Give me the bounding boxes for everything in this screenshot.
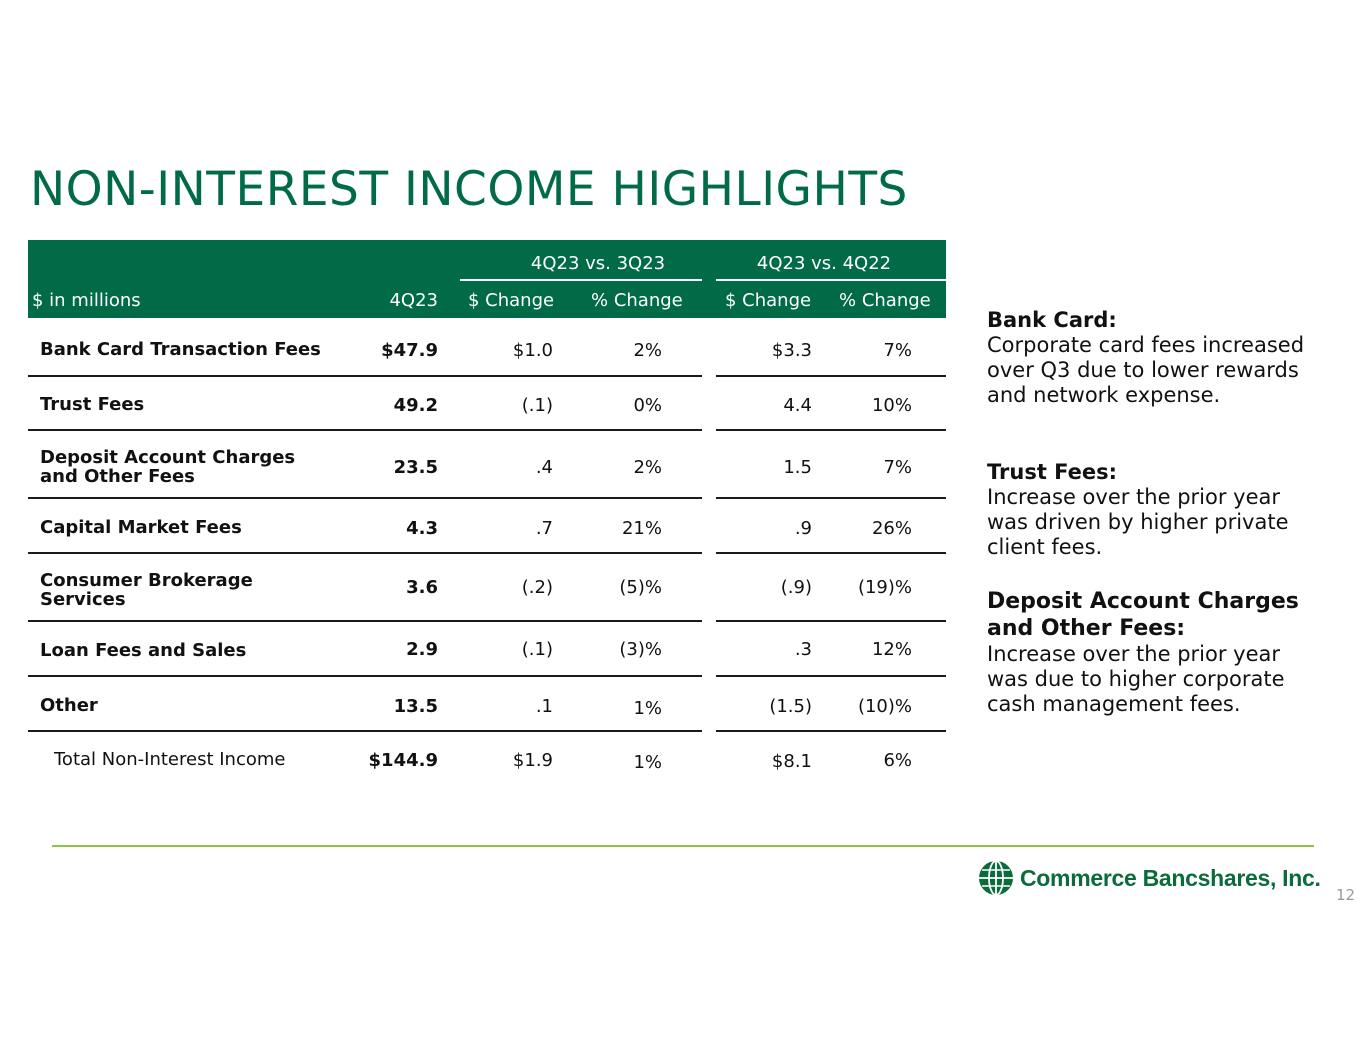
row-divider [28,375,702,377]
group-header-3q23: 4Q23 vs. 3Q23 [530,253,666,274]
row-value-pchg1: (5)% [619,577,662,598]
row-label-trust-fees: Trust Fees [40,394,145,415]
row-value-pchg1: 1% [633,698,662,719]
note-bank-card [987,308,1317,408]
row-value-pchg1: 2% [633,457,662,478]
col-header-dollar-change-1: $ Change [468,290,555,311]
row-divider [28,497,702,499]
row-label-total: Total Non-Interest Income [54,749,286,770]
row-value-pchg1: (3)% [619,639,662,660]
row-divider [28,675,702,677]
company-name: Commerce Bancshares, Inc. [1020,864,1321,891]
row-label-consumer-brokerage [40,571,253,609]
table-header [28,240,946,318]
row-divider [716,429,946,431]
row-value-4q23: 3.6 [406,577,438,598]
row-value-dchg1: $1.9 [512,750,553,771]
group-underline-1 [460,279,702,281]
row-value-4q23: $47.9 [381,340,438,361]
row-label-deposit-account [40,448,295,486]
row-value-pchg1: 2% [633,340,662,361]
note-body: Corporate card fees increased over Q3 due to lower rewards and network expense. [987,333,1305,407]
row-divider [716,552,946,554]
row-value-dchg1: (.2) [521,577,553,598]
col-header-dollar-change-2: $ Change [725,290,812,311]
row-value-4q23: $144.9 [368,750,438,771]
group-underline-2 [716,279,946,281]
company-logo [978,860,1321,896]
row-label-line-2: and Other Fees [40,466,195,487]
row-divider [716,730,946,732]
row-divider [716,620,946,622]
col-header-4q23: 4Q23 [389,290,438,311]
row-divider [28,552,702,554]
row-divider [28,620,702,622]
note-deposit-account [987,588,1317,717]
row-value-dchg2: (1.5) [769,696,812,717]
col-header-pct-change-2: % Change [839,290,931,311]
row-divider [28,730,702,732]
note-heading: Deposit Account Charges and Other Fees: [987,589,1299,641]
row-value-pchg2: 12% [871,639,912,660]
note-body: Increase over the prior year was due to higher corporate cash management fees. [987,642,1285,716]
row-value-dchg2: (.9) [780,577,812,598]
row-value-pchg2: (19)% [857,577,912,598]
row-value-dchg1: (.1) [521,639,553,660]
group-header-4q22: 4Q23 vs. 4Q22 [756,253,892,274]
row-label-line-1: Deposit Account Charges [40,447,296,468]
row-value-dchg2: .3 [794,639,812,660]
row-value-dchg2: 4.4 [783,395,812,416]
col-header-label: $ in millions [32,290,141,311]
col-header-pct-change-1: % Change [591,290,683,311]
row-label-line-1: Consumer Brokerage [40,570,253,591]
note-heading: Trust Fees: [987,460,1118,484]
row-value-dchg2: $3.3 [771,340,812,361]
globe-icon [978,860,1014,896]
row-value-4q23: 49.2 [393,395,438,416]
row-value-pchg2: (10)% [857,696,912,717]
row-value-pchg2: 10% [871,395,912,416]
row-value-dchg1: .7 [535,518,553,539]
row-value-dchg2: .9 [794,518,812,539]
row-value-pchg2: 26% [871,518,912,539]
row-value-4q23: 13.5 [393,696,438,717]
row-divider [716,675,946,677]
row-value-dchg2: 1.5 [783,457,812,478]
row-value-dchg1: .1 [535,696,553,717]
page-number: 12 [1336,886,1356,904]
row-value-4q23: 23.5 [393,457,438,478]
row-divider [28,429,702,431]
row-value-pchg1: 0% [633,395,662,416]
note-body: Increase over the prior year was driven by higher private client fees. [987,485,1289,559]
row-value-dchg1: (.1) [521,395,553,416]
row-value-4q23: 4.3 [406,518,438,539]
row-value-pchg2: 7% [883,457,912,478]
note-heading: Bank Card: [987,308,1117,332]
row-value-dchg1: $1.0 [512,340,553,361]
row-value-pchg2: 6% [883,750,912,771]
row-value-pchg2: 7% [883,340,912,361]
footer-rule [52,845,1314,847]
row-label-capital-market: Capital Market Fees [40,517,242,538]
row-divider [716,497,946,499]
row-value-pchg1: 21% [621,518,662,539]
note-trust-fees [987,460,1317,560]
row-value-pchg1: 1% [633,752,662,773]
page-title: NON-INTEREST INCOME HIGHLIGHTS [30,162,908,217]
row-label-line-2: Services [40,589,126,610]
row-value-dchg2: $8.1 [771,751,812,772]
row-label-bank-card: Bank Card Transaction Fees [40,339,321,360]
row-label-other: Other [40,695,98,716]
row-value-dchg1: .4 [535,457,553,478]
row-value-4q23: 2.9 [406,639,438,660]
row-label-loan-fees: Loan Fees and Sales [40,640,247,661]
row-divider [716,375,946,377]
